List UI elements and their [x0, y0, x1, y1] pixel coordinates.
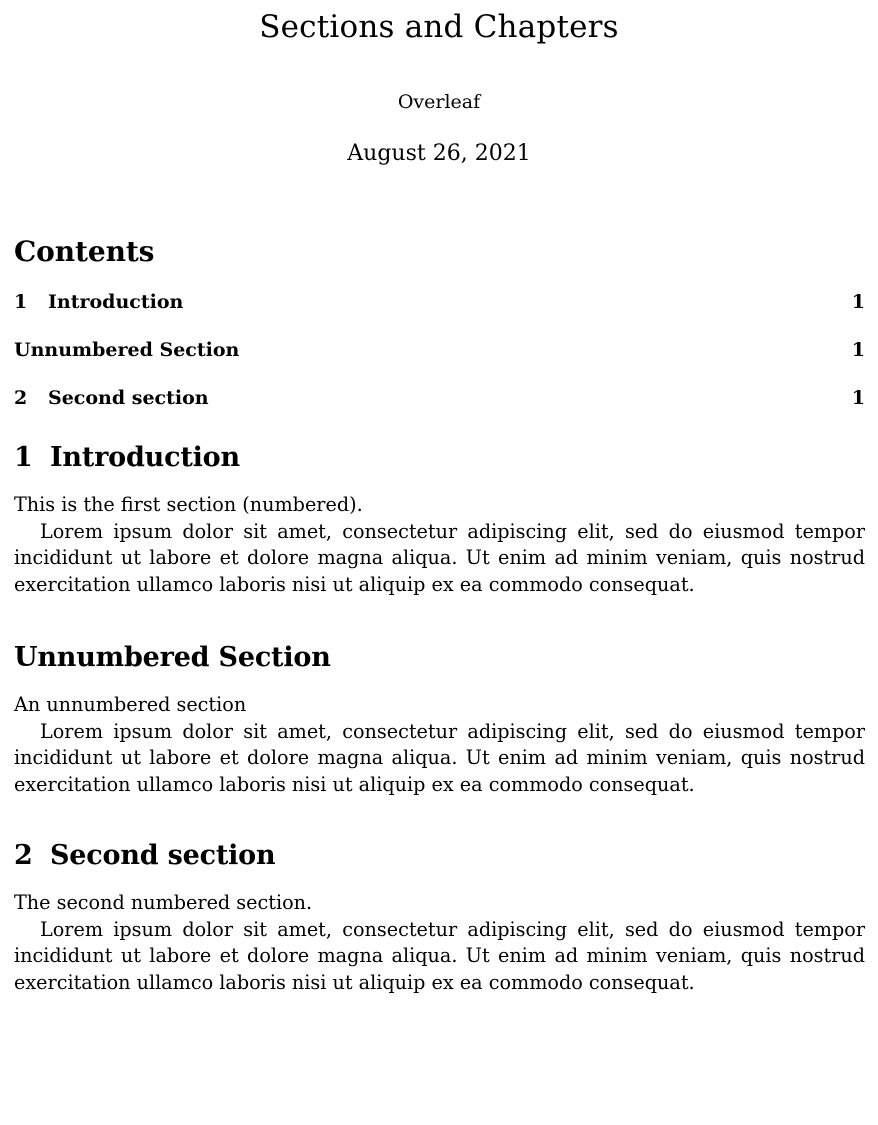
toc-entry-introduction[interactable]: [14, 290, 865, 314]
toc-entry-label: Unnumbered Section: [14, 339, 240, 361]
section-body-paragraph: Lorem ipsum dolor sit amet, consectetur adipiscing elit, sed do eiusmod tempor incididunt ut labore et dolore magna aliqua. Ut enim ad minim veniam, quis nostrud exercitation ullamco laboris nisi ut aliquip ex ea commodo consequat.: [14, 917, 865, 994]
document-title: Sections and Chapters: [259, 9, 619, 45]
section-lead-paragraph: This is the first section (numbered).: [14, 493, 363, 516]
section-body-paragraph: Lorem ipsum dolor sit amet, consectetur adipiscing elit, sed do eiusmod tempor incididunt ut labore et dolore magna aliqua. Ut enim ad minim veniam, quis nostrud exercitation ullamco laboris nisi ut aliquip ex ea commodo consequat.: [14, 519, 865, 596]
section-heading: [14, 642, 865, 674]
toc-entry-number: 1: [14, 291, 28, 313]
section-title: Unnumbered Section: [14, 642, 331, 673]
toc-entry-second-section[interactable]: [14, 386, 865, 410]
document-body: [14, 236, 865, 996]
section-introduction: [14, 442, 865, 598]
document-date: August 26, 2021: [347, 141, 531, 166]
section-lead-paragraph: An unnumbered section: [14, 693, 247, 716]
toc-entry-label: Introduction: [48, 291, 184, 313]
section-heading: [14, 840, 865, 872]
toc-entry-unnumbered-section[interactable]: [14, 338, 865, 362]
section-lead-paragraph: The second numbered section.: [14, 891, 313, 914]
section-unnumbered: [14, 642, 865, 798]
toc-entry-page: 1: [851, 339, 865, 361]
table-of-contents: [14, 290, 865, 410]
toc-entry-page: 1: [851, 387, 865, 409]
toc-entry-number: 2: [14, 387, 28, 409]
section-second: [14, 840, 865, 996]
section-body-paragraph: Lorem ipsum dolor sit amet, consectetur adipiscing elit, sed do eiusmod tempor incididunt ut labore et dolore magna aliqua. Ut enim ad minim veniam, quis nostrud exercitation ullamco laboris nisi ut aliquip ex ea commodo consequat.: [14, 719, 865, 796]
section-number: 2: [14, 840, 33, 871]
toc-entry-page: 1: [851, 291, 865, 313]
section-heading: [14, 442, 865, 474]
document-author: Overleaf: [397, 91, 481, 113]
contents-heading: Contents: [14, 235, 155, 268]
section-title: Introduction: [50, 442, 240, 473]
section-title: Second section: [50, 840, 276, 871]
toc-entry-label: Second section: [48, 387, 209, 409]
section-number: 1: [14, 442, 33, 473]
title-block: [0, 0, 878, 167]
